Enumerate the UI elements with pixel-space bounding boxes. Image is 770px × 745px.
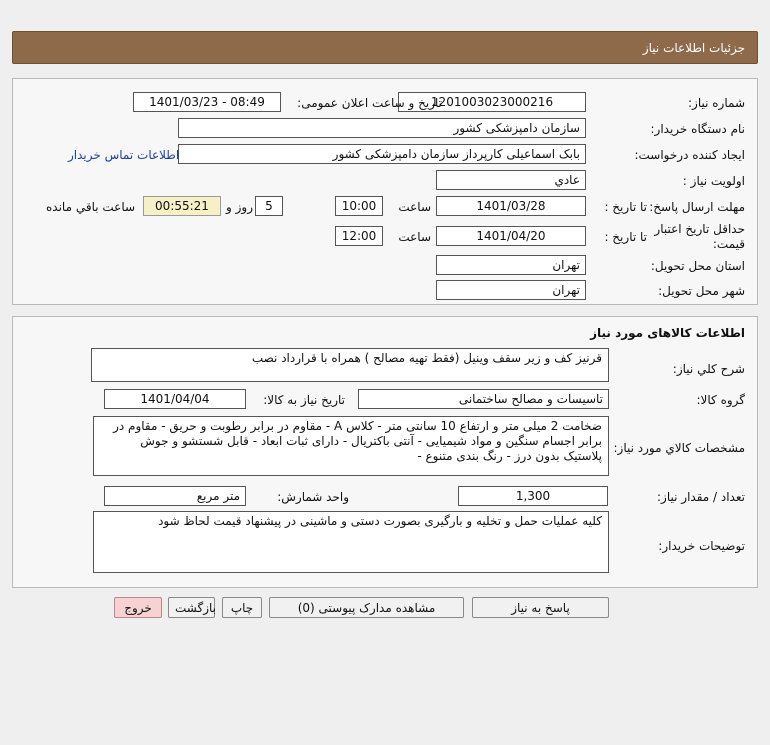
- deadline-date-field: 1401/03/28: [436, 196, 586, 216]
- announce-datetime-field: 1401/03/23 - 08:49: [133, 92, 281, 112]
- view-attachments-button[interactable]: مشاهده مدارک پیوستی (0): [269, 597, 464, 618]
- goods-section-title: اطلاعات کالاهای مورد نیاز: [590, 326, 745, 340]
- unit-field: متر مربع: [104, 486, 246, 506]
- days-label: روز و: [226, 200, 253, 214]
- priority-field: عادي: [436, 170, 586, 190]
- unit-label: واحد شمارش:: [277, 490, 349, 504]
- validity-date-field: 1401/04/20: [436, 226, 586, 246]
- buyer-org-label: نام دستگاه خریدار:: [650, 122, 745, 136]
- deadline-label: مهلت ارسال پاسخ:: [649, 200, 745, 214]
- validity-time-field: 12:00: [335, 226, 383, 246]
- exit-button[interactable]: خروج: [114, 597, 162, 618]
- need-date-field: 1401/04/04: [104, 389, 246, 409]
- goods-group-field: تاسیسات و مصالح ساختمانی: [358, 389, 609, 409]
- back-button[interactable]: بازگشت: [168, 597, 215, 618]
- buyer-notes-label: توضیحات خریدار:: [658, 539, 745, 553]
- validity-label-line1: حداقل تاریخ اعتبار: [654, 222, 745, 236]
- need-number-label: شماره نیاز:: [688, 96, 745, 110]
- general-desc-field: قرنیز کف و زیر سقف وینیل (فقط تهیه مصالح ) همراه با قرارداد نصب: [91, 348, 609, 382]
- goods-group-label: گروه کالا:: [696, 393, 745, 407]
- print-button[interactable]: چاپ: [222, 597, 262, 618]
- validity-until-label: تا تاریخ :: [604, 230, 647, 244]
- need-date-label: تاریخ نیاز به کالا:: [263, 393, 345, 407]
- creator-field: بابک اسماعیلی کارپرداز سازمان دامپزشکی کشور: [178, 144, 586, 164]
- specs-label: مشخصات کالاي مورد نیاز:: [613, 441, 745, 455]
- city-field: تهران: [436, 280, 586, 300]
- general-desc-label: شرح کلي نیاز:: [672, 362, 745, 376]
- page-header: [12, 31, 758, 64]
- page-title: جزئیات اطلاعات نیاز: [642, 41, 745, 55]
- province-label: استان محل تحویل:: [650, 259, 745, 273]
- need-details-panel: [12, 78, 758, 305]
- specs-field: ضخامت 2 میلی متر و ارتفاع 10 سانتی متر - کلاس A - مقاوم در برابر رطوبت و حریق - مقاوم در برابر اجسام سنگین و مواد شیمیایی - آنتی باکتریال - دارای ثبات ابعاد - قابل شستشو و جوش پلاستیک بدون درز - رنگ بندی متنوع -: [93, 416, 609, 476]
- province-field: تهران: [436, 255, 586, 275]
- city-label: شهر محل تحویل:: [658, 284, 745, 298]
- creator-label: ایجاد کننده درخواست:: [634, 148, 745, 162]
- remaining-time-label: ساعت باقي مانده: [46, 200, 136, 214]
- buyer-org-field: سازمان دامپزشکی کشور: [178, 118, 586, 138]
- buyer-notes-field: کلیه عملیات حمل و تخلیه و بارگیری بصورت دستی و ماشینی در پیشنهاد قیمت لحاظ شود: [93, 511, 609, 573]
- reply-to-need-button[interactable]: پاسخ به نیاز: [472, 597, 609, 618]
- quantity-field: 1,300: [458, 486, 608, 506]
- announce-datetime-label: تاریخ و ساعت اعلان عمومی:: [297, 96, 442, 110]
- deadline-time-label: ساعت: [398, 200, 431, 214]
- deadline-time-field: 10:00: [335, 196, 383, 216]
- goods-info-panel: [12, 316, 758, 588]
- validity-label-line2: قیمت:: [712, 237, 745, 251]
- priority-label: اولویت نیاز :: [682, 174, 745, 188]
- days-remaining-field: 5: [255, 196, 283, 216]
- validity-time-label: ساعت: [398, 230, 431, 244]
- buyer-contact-link[interactable]: اطلاعات تماس خریدار: [68, 148, 180, 162]
- deadline-until-label: تا تاریخ :: [604, 200, 647, 214]
- quantity-label: تعداد / مقدار نیاز:: [657, 490, 745, 504]
- need-number-field: 1201003023000216: [398, 92, 586, 112]
- remaining-time-field: 00:55:21: [143, 196, 221, 216]
